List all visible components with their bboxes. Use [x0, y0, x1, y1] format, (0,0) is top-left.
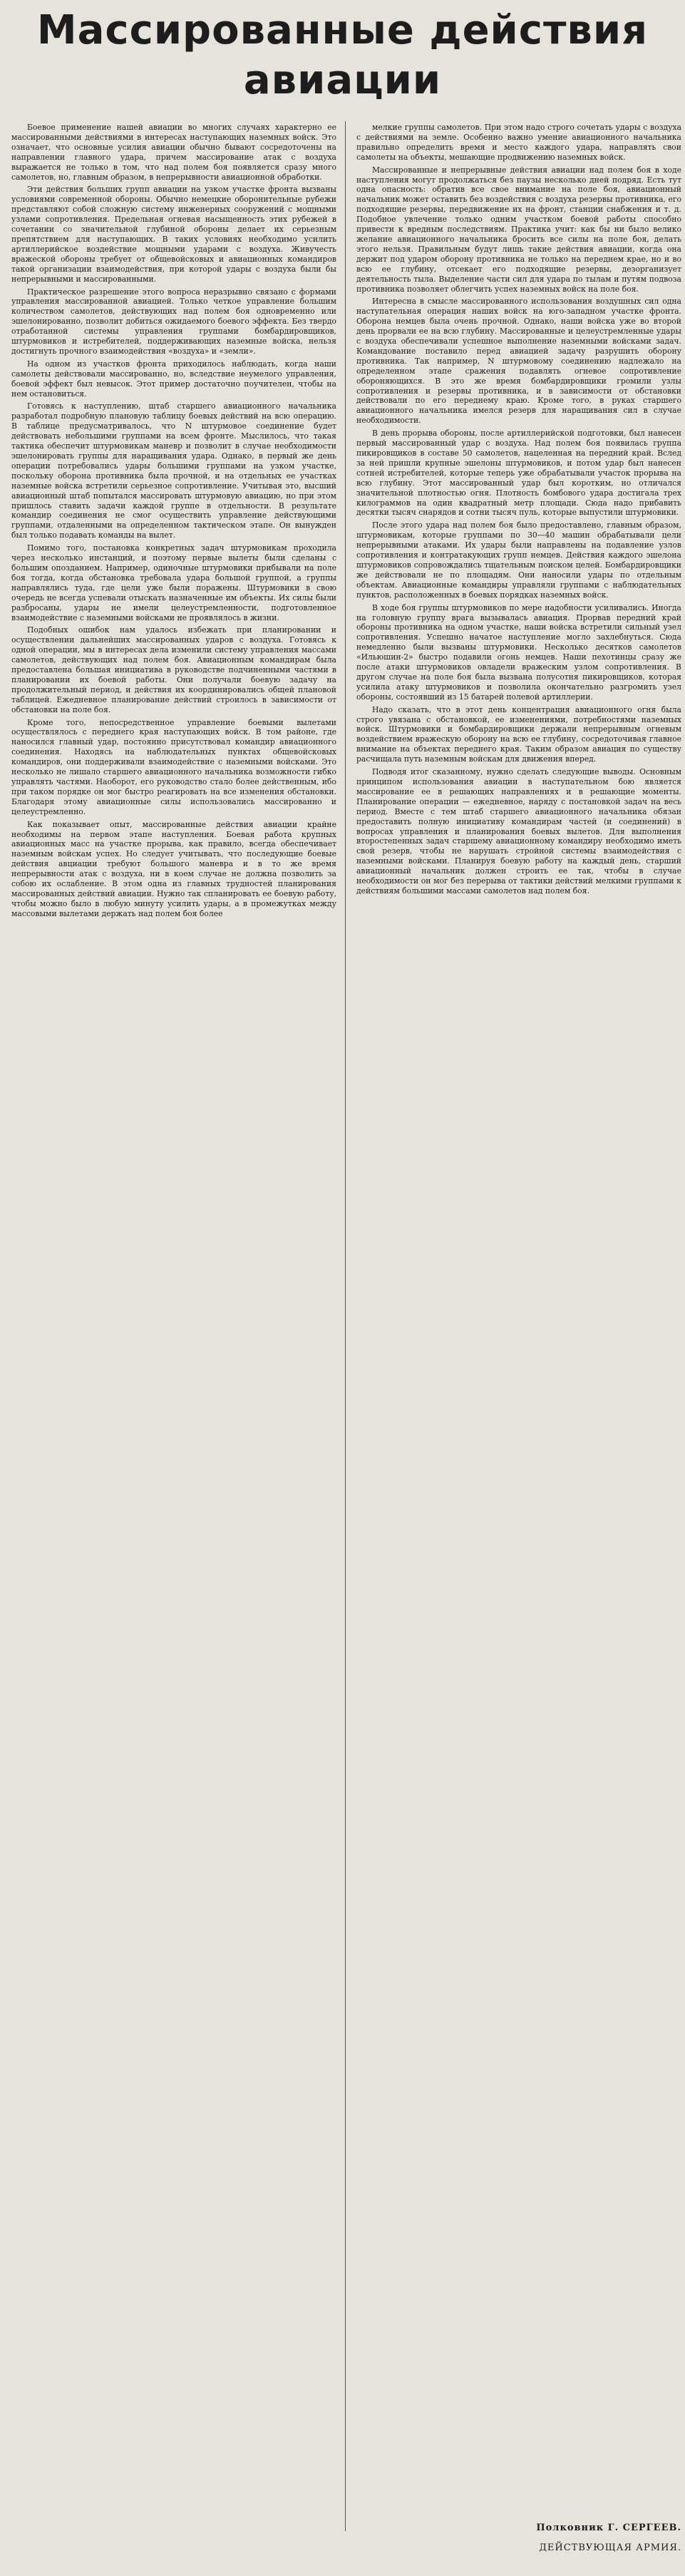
article-paragraph: Интересна в смысле массированного использования воздушных сил одна наступательная операция наших войск на юго-западном участке фронта. Оборона немцев была очень прочной. Однако, наши войска уже во второй день прорвали ее на всю глубину. Массированные и целеустремленные удары с воздуха обеспечивали успешное выполнение наземными войсками задач. Командование поставило перед авиацией задачу разрушить оборону противника. Так например, N штурмовому соединению надлежало на определенном этапе сражения подавлять огневое сопротивление обороняющихся. В это же время бомбардировщики громили узлы сопротивления и резервы противника, и в зависимости от обстановки действовали по его переднему краю. Кроме того, в руках старшего авиационного начальника имелся резерв для наращивания сил в случае необходимости.	[356, 297, 681, 426]
article-paragraph: Готовясь к наступлению, штаб старшего авиационного начальника разработал подробную плановую таблицу боевых действий на всю операцию. В таблице предусматривалось, что N штурмовое соединение будет действовать небольшими группами на всем фронте. Мыслилось, что такая тактика обеспечит штурмовикам маневр и позволит в случае необходимости эшелонировать группы для наращивания удара. Однако, в первый же день операции потребовались удары большими группами на узком участке, поскольку оборона противника была прочной, и на отдельных ее участках наземные войска встретили серьезное сопротивление. Учитывая это, высший авиационный штаб попытался массировать штурмовую авиацию, но при этом пришлось ставить задачи каждой группе в отдельности. В результате командир соединения не смог осуществить управление действующими группами, отдаленными на определенном тактическом этапе. Он вынужден был только подавать команды на вылет.	[11, 401, 336, 540]
article-column-right	[356, 123, 681, 899]
article-paragraph: Боевое применение нашей авиации во многих случаях характерно ее массированными действиями в интересах наступающих наземных войск. Это означает, что основные усилия авиации обычно бывают сосредоточены на направлении главного удара, причем массирование атак с воздуха выражается не только в том, что над полем боя появляется сразу много самолетов, но, главным образом, в непрерывности авиационной обработки.	[11, 123, 336, 182]
article-paragraph: Эти действия больших групп авиации на узком участке фронта вызваны условиями современной обороны. Обычно немецкие оборонительные рубежи представляют собой сложную систему инженерных сооружений с мощными узлами сопротивления. Предельная огневая насыщенность этих рубежей в сочетании со значительной глубиной обороны делает их серьезным препятствием для наступающих. В таких условиях необходимо усилить артиллерийское воздействие мощными ударами с воздуха. Живучесть вражеской обороны требует от общевойсковых и авиационных командиров такой организации взаимодействия, при которой удары с воздуха были бы непрерывными и массированными.	[11, 185, 336, 284]
article-paragraph: Кроме того, непосредственное управление боевыми вылетами осуществлялось с переднего края наступающих войск. В том районе, где наносился главный удар, постоянно присутствовал командир авиационного соединения. Находясь на наблюдательных пунктах общевойсковых командиров, они поддерживали взаимодействие с наземными войсками. Это несколько не лишало старшего авиационного начальника возможности гибко управлять частями. Наоборот, его руководство стало более действенным, ибо при таком порядке он мог быстро реагировать на все изменения обстановки. Благодаря этому авиационные силы использовались массированно и целеустремленно.	[11, 717, 336, 816]
article-paragraph: мелкие группы самолетов. При этом надо строго сочетать удары с воздуха с действиями на земле. Особенно важно умение авиационного начальника правильно определить время и место каждого удара, направлять свои самолеты на объекты, мешающие продвижению наземных войск.	[356, 123, 681, 162]
author-unit: ДЕЙСТВУЮЩАЯ АРМИЯ.	[539, 2542, 681, 2553]
article-paragraph: Массированные и непрерывные действия авиации над полем боя в ходе наступления могут продолжаться без паузы несколько дней подряд. Есть тут одна опасность: обратив все свое внимание на поле боя, авиационный начальник может оставить без воздействия с воздуха резервы противника, его подходящие резервы, передвижение их на фронт, станции снабжения и т. д. Подобное увлечение только одним участком боевой работы способно привести к вредным последствиям. Практика учит: как бы ни было велико желание авиационного начальника бросить все силы на поле боя, делать этого нельзя. Правильным будут лишь такие действия авиации, когда она держит под ударом оборону противника не только на переднем крае, но и во всю ее глубину, отсекает его подходящие резервы, дезорганизует деятельность тыла. Выделение части сил для удара по тылам и путям подвоза противника позволяет облегчить успех наземных войск на поле боя.	[356, 165, 681, 294]
article-paragraph: Подобных ошибок нам удалось избежать при планировании и осуществлении дальнейших массированных ударов с воздуха. Готовясь к одной операции, мы в интересах дела изменили систему управления массами самолетов, действующих над полем боя. Авиационным командирам была предоставлена большая инициатива в руководстве подчиненными частями в планировании их боевой работы. Они получали боевую задачу на продолжительный период, и действия их координировались общей плановой таблицей. Ежедневное планирование действий строилось в зависимости от обстановки на поле боя.	[11, 625, 336, 714]
article-title: Массированные действия авиации	[36, 7, 649, 103]
article-paragraph: После этого удара над полем боя было предоставлено, главным образом, штурмовикам, которые группами по 30—40 машин обрабатывали цели непрерывными атаками. Их удары были направлены на подавление узлов сопротивления и контратакующих групп немцев. Действия каждого эшелона штурмовиков сопровождались тщательным поиском целей. Бомбардировщики же действовали не по площадям. Они наносили удары по отдельным объектам. Авиационные командиры управляли группами с наблюдательных пунктов, расположенных в боевых порядках наземных войск.	[356, 520, 681, 600]
article-paragraph: Подводя итог сказанному, нужно сделать следующие выводы. Основным принципом использования авиации в наступательном бою является массирование ее в решающих направлениях и в решающие моменты. Планирование операции — ежедневное, наряду с постановкой задач на весь период. Вместе с тем штаб старшего авиационного начальника обязан предоставить полную инициативу командирам частей (и соединений) в вопросах управления и планирования боевых вылетов. Для выполнения второстепенных задач старшему авиационному командиру необходимо иметь свой резерв, чтобы не нарушать стройной системы взаимодействия с наземными войсками. Планируя боевую работу на каждый день, старший авиационный начальник должен строить ее так, чтобы в случае необходимости он мог без перерыва от тактики действий мелкими группами к действиям большими массами самолетов над полем боя.	[356, 767, 681, 896]
article-paragraph: На одном из участков фронта приходилось наблюдать, когда наши самолеты действовали массированно, но, вследствие неумелого управления, боевой эффект был невысок. Этот пример достаточно поучителен, чтобы на нем остановиться.	[11, 359, 336, 399]
article-paragraph: Надо сказать, что в этот день концентрация авиационного огня была строго увязана с обстановкой, ее изменениями, потребностями наземных войск. Штурмовики и бомбардировщики держали непрерывным огневым воздействием вражескую оборону на всю ее глубину, сосредоточивая главное внимание на объектах переднего края. Таким образом авиация по существу расчищала путь наземным войскам для движения вперед.	[356, 704, 681, 764]
article-paragraph: Как показывает опыт, массированные действия авиации крайне необходимы на первом этапе наступления. Боевая работа крупных авиационных масс на участке прорыва, как правило, всегда обеспечивает наземным войскам успех. Но следует учитывать, что последующие боевые действия авциации требуют большого маневра и в то же время непрерывности атак с воздуха, ни в коем случае не должна позволить за собою их ослабление. В этом одна из главных трудностей планирования массированных действий авиации. Нужно так спланировать ее боевую работу, чтобы можно было в любую минуту усилить удары, а в промежутках между массовыми вылетами держать над полем боя более	[11, 819, 336, 918]
article-paragraph: В ходе боя группы штурмовиков по мере надобности усиливались. Иногда на головную группу врага вызывалась авиация. Прорвав передний край обороны противника на одном участке, наши войска встретили сильный узел сопротивления. Успешно начатое наступление могло захлебнуться. Сюда немедленно были вызваны штурмовики. Несколько десятков самолетов «Ильюшин-2» быстро подавили огонь немцев. Наши пехотинцы сразу же после атаки штурмовиков овладели вражеским узлом сопротивления. В другом случае на поле боя была вызвана полусотня пикировщиков, которая усилила атаку штурмовиков и позволила окончательно разгромить узел обороны, состоявший из 15 батарей полевой артиллерии.	[356, 602, 681, 702]
article-paragraph: Помимо того, постановка конкретных задач штурмовикам проходила через несколько инстанций, и поэтому первые вылеты были сделаны с большим опозданием. Например, одиночные штурмовики прибывали на поле боя тогда, когда обстановка требовала удара большой группой, а группы направлялись туда, где цели уже были поражены. Штурмовики в свою очередь не всегда успевали отыскать назначенные им объекты. Их силы были разбросаны, удары не имели целеустремленности, подготовленное взаимодействие с наземными войсками не проявлялось в жизни.	[11, 543, 336, 622]
article-column-left	[11, 123, 336, 922]
column-divider	[345, 121, 346, 2531]
article-paragraph: Практическое разрешение этого вопроса неразрывно связано с формами управления массированной авиацией. Только четкое управление большим количеством самолетов, действующих над полем боя одновременно или эшелонированно, позволит добиться ожидаемого боевого эффекта. Без твердо отработанной системы управления группами бомбардировщиков, штурмовиков и истребителей, поддерживающих наземные войска, нельзя достигнуть прочного взаимодействия «воздуха» и «земли».	[11, 287, 336, 356]
author-signature: Полковник Г. СЕРГЕЕВ.	[536, 2523, 681, 2533]
article-paragraph: В день прорыва обороны, после артиллерийской подготовки, был нанесен первый массированный удар с воздуха. Над полем боя появилась группа пикировщиков в составе 50 самолетов, нацеленная на передний край. Вслед за ней пришли крупные эшелоны штурмовиков, и потом удар был нанесен сотней истребителей, которые теперь уже обрабатывали участок прорыва на всю глубину. Этот массированный удар был коротким, но отличался значительной плотностью огня. Плотность бомбового удара достигала трех килограммов на один квадратный метр площади. Сюда надо прибавить десятки тысяч снарядов и сотни тысяч пуль, которые выпустили штурмовики.	[356, 429, 681, 518]
